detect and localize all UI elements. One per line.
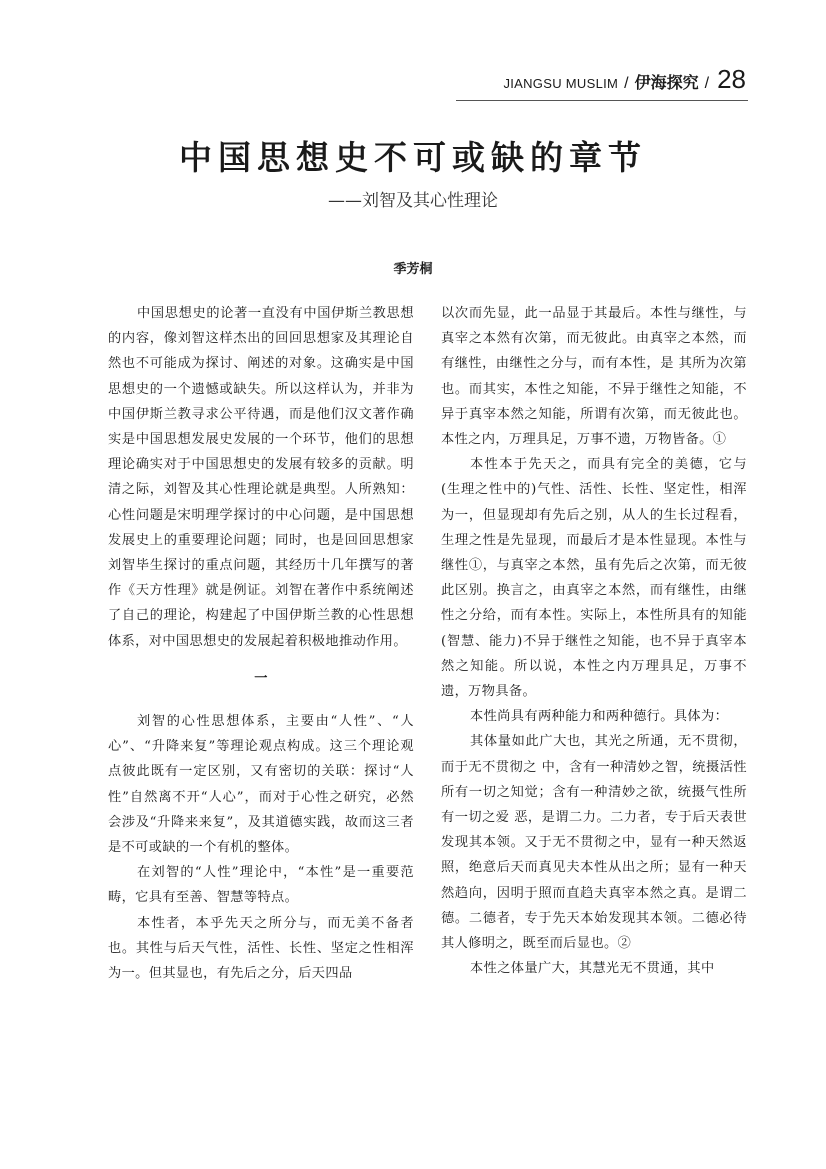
article-subtitle: ——刘智及其心性理论 (328, 191, 498, 211)
journal-section-cn: 伊海探究 (634, 75, 699, 92)
header-separator: / (624, 75, 629, 92)
left-column (108, 301, 414, 986)
header-separator: / (704, 75, 710, 92)
paragraph: 本性尚具有两种能力和两种德行。具体为： (470, 709, 729, 725)
running-header (503, 64, 746, 95)
header-rule (456, 100, 748, 101)
right-column (441, 301, 747, 981)
paragraph: 本性之体量广大，其慧光无不贯通，其中 (470, 961, 715, 977)
article-title: 中国思想史不可或缺的章节 (179, 138, 647, 177)
paragraph: 在刘智的“人性”理论中，“本性”是一重要范畴，它具有至善、智慧等特点。 (108, 865, 414, 906)
journal-name-en: JIANGSU MUSLIM (503, 76, 619, 91)
quote-paragraph: 以次而先显，此一品显于其最后。本性与继性，与真宰之本然有次第，而无彼此。由真宰之本然，而有继性，由继性之分与，而有本性，是 其所为次第也。而其实，本性之知能，不异于继性之知能，不异于真宰本然之知能，所谓有次第，而无彼此也。本性之内，万理具足，万事不遗，万物皆备。① (441, 306, 747, 448)
page-number: 28 (717, 64, 746, 94)
paragraph: 本性本于先天之，而具有完全的美德，它与(生理之性中的)气性、活性、长性、坚定性，相浑为一，但显现却有先后之别，从人的生长过程看，生理之性是先显现，而最后才是本性显现。本性与继性①，与真宰之本然，虽有先后之次第，而无彼此区别。换言之，由真宰之本然，而有继性，由继性之分给，而有本性。实际上，本性所具有的知能(智慧、能力)不异于继性之知能，也不异于真宰本然之知能。所以说，本性之内万理具足，万事不遗，万物具备。 (441, 457, 747, 700)
article-author: 季芳桐 (393, 262, 433, 277)
paragraph: 刘智的心性思想体系，主要由“人性”、“人心”、“升降来复”等理论观点构成。这三个理论观点彼此既有一定区别，又有密切的关联：探讨“人性”自然离不开“人心”，而对于心性之研究，必然会涉及“升降来来复”，及其道德实践，故而这三者是不可或缺的一个有机的整体。 (108, 714, 414, 856)
quote-paragraph: 本性者，本乎先天之所分与，而无美不备者也。其性与后天气性，活性、长性、坚定之性相浑为一。但其显也，有先后之分，后天四品 (108, 915, 414, 982)
section-number: 一 (254, 670, 268, 686)
quote-paragraph: 其体量如此广大也，其光之所通，无不贯彻，而于无不贯彻之 中，含有一种清妙之智，统摄活性所有一切之知觉；含有一种清妙之欲，统摄气性所有一切之爱 恶，是谓二力。二力者，专于后天表世发现其本领。又于无不贯彻之中，显有一种天然返照，绝意后天而真见夫本性从出之所；显有一种天然趋向，因明于照而直趋夫真宰本然之真。是谓二德。二德者，专于先天本始发现其本领。二德必待其人修明之，既至而后显也。② (441, 734, 747, 952)
paragraph: 中国思想史的论著一直没有中国伊斯兰教思想的内容，像刘智这样杰出的回回思想家及其理论自然也不可能成为探讨、阐述的对象。这确实是中国思想史的一个遗憾或缺失。所以这样认为，并非为中国伊斯兰教寻求公平待遇，而是他们汉文著作确实是中国思想发展史发展的一个环节，他们的思想理论确实对于中国思想史的发展有较多的贡献。明清之际，刘智及其心性理论就是典型。人所熟知：心性问题是宋明理学探讨的中心问题，是中国思想发展史上的重要理论问题；同时，也是回回思想家刘智毕生探讨的重点问题，其经历十几年撰写的著作《天方性理》就是例证。刘智在著作中系统阐述了自己的理论，构建起了中国伊斯兰教的心性思想体系，对中国思想史的发展起着积极地推动作用。 (108, 306, 414, 649)
